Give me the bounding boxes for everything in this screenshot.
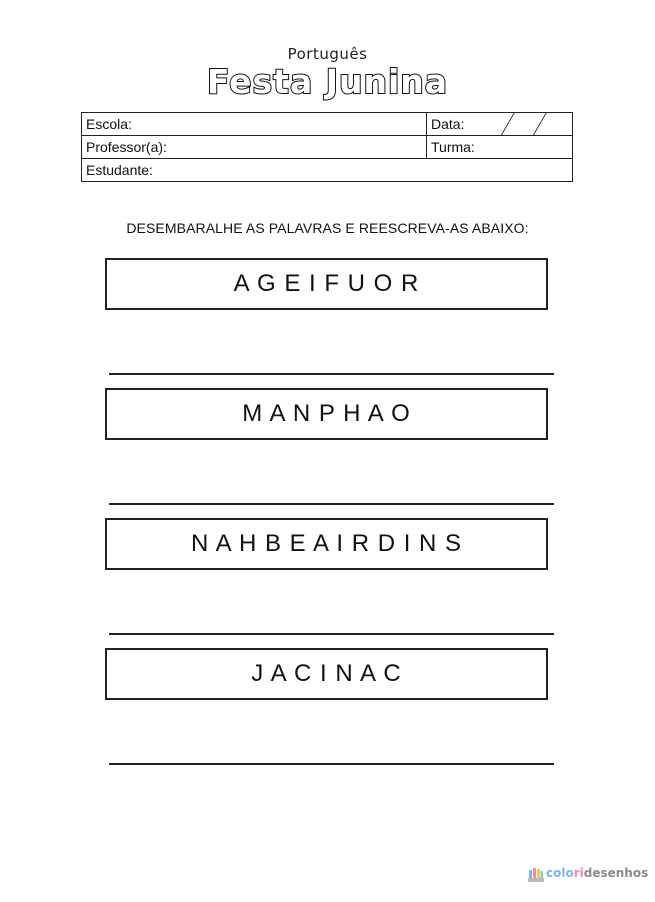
logo-text-part3: desenhos bbox=[583, 866, 649, 880]
student-label: Estudante: bbox=[86, 162, 153, 178]
answer-line[interactable] bbox=[109, 763, 554, 765]
instruction-text: DESEMBARALHE AS PALAVRAS E REESCREVA-AS ABAIXO: bbox=[126, 220, 529, 236]
class-label: Turma: bbox=[431, 139, 475, 155]
answer-line[interactable] bbox=[109, 633, 554, 635]
date-separator bbox=[500, 113, 514, 136]
scrambled-word-box bbox=[105, 258, 548, 310]
student-field[interactable] bbox=[82, 159, 573, 182]
date-separator bbox=[532, 113, 546, 136]
scrambled-word: A G E I F U O R bbox=[233, 270, 420, 297]
page-title: Festa Junina bbox=[206, 62, 449, 101]
crayon-crown-icon bbox=[528, 864, 544, 882]
teacher-field[interactable] bbox=[82, 136, 427, 159]
subject-label: Português bbox=[287, 45, 368, 63]
site-logo bbox=[528, 864, 648, 882]
scrambled-word: J A C I N A C bbox=[251, 660, 402, 687]
answer-line[interactable] bbox=[109, 373, 554, 375]
school-label: Escola: bbox=[86, 116, 132, 132]
scrambled-word-box bbox=[105, 518, 548, 570]
logo-text-part2: ri bbox=[573, 866, 584, 880]
scrambled-word: N A H B E A I R D I N S bbox=[190, 530, 463, 557]
class-field[interactable] bbox=[427, 136, 573, 159]
scrambled-word: M A N P H A O bbox=[242, 400, 411, 427]
info-table bbox=[81, 112, 573, 182]
date-label: Data: bbox=[431, 116, 465, 132]
scrambled-word-box bbox=[105, 388, 548, 440]
logo-text-part1: colo bbox=[546, 866, 574, 880]
date-field[interactable] bbox=[427, 113, 573, 136]
answer-line[interactable] bbox=[109, 503, 554, 505]
school-field[interactable] bbox=[82, 113, 427, 136]
teacher-label: Professor(a): bbox=[86, 139, 167, 155]
scrambled-word-box bbox=[105, 648, 548, 700]
